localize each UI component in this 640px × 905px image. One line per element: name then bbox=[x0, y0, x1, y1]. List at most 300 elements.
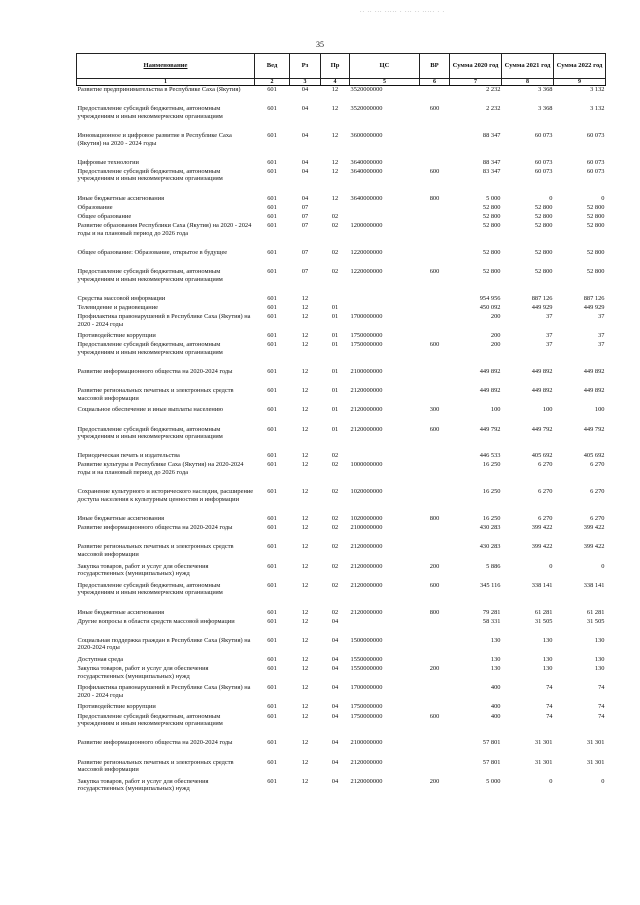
row-sum-2022: 6 270 bbox=[590, 461, 605, 469]
row-sum-2021: 52 800 bbox=[534, 212, 553, 220]
row-vr: 200 bbox=[429, 562, 440, 570]
table-row bbox=[77, 713, 606, 740]
row-sum-2020: 5 886 bbox=[486, 562, 501, 570]
row-name: Общее образование: Образование, открытое в будущее bbox=[77, 248, 228, 256]
row-name: Иные бюджетные ассигнования bbox=[77, 515, 165, 523]
row-sum-2021: 74 bbox=[546, 684, 553, 692]
table-row bbox=[77, 268, 606, 295]
row-vr: 800 bbox=[429, 515, 440, 523]
row-name: Предоставление субсидий бюджетным, автономным учреждениям и иным некоммерческим организациям bbox=[77, 105, 223, 120]
table-body bbox=[77, 86, 606, 797]
table-row bbox=[77, 159, 606, 168]
row-pr: 12 bbox=[331, 158, 339, 166]
row-vr bbox=[420, 618, 450, 637]
row-sum-2022: 449 792 bbox=[583, 425, 605, 433]
row-ved: 601 bbox=[267, 488, 277, 496]
scan-marks: .. .. ... ..... . ... .. ..... . . bbox=[360, 8, 445, 14]
table-row bbox=[77, 132, 606, 159]
row-vr bbox=[420, 222, 450, 249]
row-sum-2021: 0 bbox=[549, 194, 553, 202]
row-sum-2020: 200 bbox=[490, 312, 501, 320]
row-ved: 601 bbox=[267, 332, 277, 340]
row-vr bbox=[420, 637, 450, 656]
row-vr bbox=[420, 304, 450, 313]
row-rz: 12 bbox=[301, 332, 309, 340]
column-number: 8 bbox=[502, 79, 554, 86]
row-ved: 601 bbox=[267, 406, 277, 414]
row-pr: 01 bbox=[331, 406, 339, 414]
row-pr: 02 bbox=[331, 524, 339, 532]
row-ved: 601 bbox=[267, 167, 277, 175]
row-sum-2020: 16 250 bbox=[482, 488, 501, 496]
row-name: Предоставление субсидий бюджетным, автономным учреждениям и иным некоммерческим организациям bbox=[77, 167, 223, 183]
table-row bbox=[77, 684, 606, 703]
table-row bbox=[77, 406, 606, 425]
row-name: Телевидение и радиовещание bbox=[77, 303, 158, 311]
row-name: Общее образование bbox=[77, 212, 132, 220]
row-pr: 12 bbox=[331, 131, 339, 139]
row-sum-2020: 5 000 bbox=[486, 194, 501, 202]
row-cs: 1020000000 bbox=[350, 515, 383, 523]
row-sum-2020: 52 800 bbox=[482, 248, 501, 256]
table-row bbox=[77, 656, 606, 665]
row-sum-2022: 0 bbox=[601, 777, 605, 785]
row-sum-2022: 130 bbox=[594, 655, 605, 663]
row-ved: 601 bbox=[267, 368, 277, 375]
column-number: 2 bbox=[255, 79, 290, 86]
header-sum-2020: Сумма 2020 год bbox=[450, 54, 502, 79]
row-sum-2022: 449 929 bbox=[583, 303, 605, 311]
row-vr bbox=[420, 759, 450, 778]
column-number: 9 bbox=[554, 79, 606, 86]
row-pr: 04 bbox=[331, 684, 339, 692]
row-vr: 600 bbox=[429, 167, 440, 175]
row-pr: 02 bbox=[331, 461, 339, 469]
row-vr bbox=[420, 543, 450, 562]
row-cs bbox=[350, 304, 420, 313]
row-name: Периодическая печать и издательства bbox=[77, 452, 180, 460]
row-pr: 02 bbox=[331, 212, 339, 220]
row-name: Образование bbox=[77, 203, 113, 211]
row-name: Социальное обеспечение и иные выплаты населению bbox=[77, 406, 224, 414]
row-sum-2022: 60 073 bbox=[586, 158, 605, 166]
row-pr: 04 bbox=[331, 636, 339, 644]
row-cs: 2120000000 bbox=[350, 581, 383, 589]
row-cs: 1700000000 bbox=[350, 312, 383, 320]
table-row bbox=[77, 195, 606, 204]
row-sum-2020: 57 801 bbox=[482, 739, 501, 747]
table-row bbox=[77, 452, 606, 461]
row-rz: 12 bbox=[301, 636, 309, 644]
row-cs: 1200000000 bbox=[350, 221, 383, 229]
row-pr: 02 bbox=[331, 452, 339, 460]
row-vr bbox=[420, 213, 450, 222]
row-sum-2021: 37 bbox=[546, 332, 553, 340]
row-cs: 1220000000 bbox=[350, 267, 383, 275]
row-ved: 601 bbox=[267, 777, 277, 785]
row-vr: 600 bbox=[429, 267, 440, 275]
row-rz: 12 bbox=[301, 303, 309, 311]
header-vr: ВР bbox=[420, 54, 450, 79]
row-sum-2021: 3 368 bbox=[538, 86, 553, 93]
table-row bbox=[77, 582, 606, 609]
row-pr: 02 bbox=[331, 543, 339, 551]
row-pr: 02 bbox=[331, 488, 339, 496]
row-rz: 12 bbox=[301, 515, 309, 523]
row-vr bbox=[420, 368, 450, 387]
row-cs bbox=[350, 295, 420, 304]
row-cs: 3520000000 bbox=[350, 105, 383, 113]
row-sum-2022: 52 800 bbox=[586, 248, 605, 256]
row-sum-2020: 400 bbox=[490, 684, 501, 692]
row-sum-2021: 449 892 bbox=[531, 368, 553, 375]
row-pr: 12 bbox=[331, 86, 339, 93]
row-rz: 07 bbox=[301, 212, 309, 220]
row-pr: 01 bbox=[331, 425, 339, 433]
row-vr bbox=[420, 86, 450, 106]
row-sum-2020: 57 801 bbox=[482, 758, 501, 766]
table-header-row bbox=[77, 54, 606, 79]
row-pr: 04 bbox=[331, 665, 339, 673]
row-sum-2020: 16 250 bbox=[482, 461, 501, 469]
column-number: 3 bbox=[290, 79, 321, 86]
row-rz: 12 bbox=[301, 608, 309, 616]
table-row bbox=[77, 543, 606, 562]
row-ved: 601 bbox=[267, 655, 277, 663]
row-sum-2022: 31 301 bbox=[586, 739, 605, 747]
row-sum-2021: 31 505 bbox=[534, 617, 553, 625]
row-cs: 2120000000 bbox=[350, 758, 383, 766]
row-sum-2022: 100 bbox=[594, 406, 605, 414]
row-sum-2022: 0 bbox=[601, 562, 605, 570]
row-sum-2022: 31 505 bbox=[586, 617, 605, 625]
row-name: Цифровые технологии bbox=[77, 158, 139, 166]
table-row bbox=[77, 637, 606, 656]
row-cs: 2100000000 bbox=[350, 368, 383, 375]
row-name: Иные бюджетные ассигнования bbox=[77, 194, 165, 202]
row-pr: 01 bbox=[331, 312, 339, 320]
table-row bbox=[77, 665, 606, 684]
row-sum-2020: 16 250 bbox=[482, 515, 501, 523]
row-rz: 12 bbox=[301, 758, 309, 766]
page-number: 35 bbox=[316, 40, 324, 49]
header-sum-2022: Сумма 2022 год bbox=[554, 54, 606, 79]
row-cs: 3520000000 bbox=[350, 86, 383, 93]
row-rz: 12 bbox=[301, 703, 309, 711]
row-ved: 601 bbox=[267, 387, 277, 395]
table-row bbox=[77, 368, 606, 387]
row-cs: 2100000000 bbox=[350, 524, 383, 532]
row-sum-2022: 74 bbox=[598, 703, 605, 711]
row-cs: 2120000000 bbox=[350, 425, 383, 433]
row-name: Предоставление субсидий бюджетным, автономным учреждениям и иным некоммерческим организациям bbox=[77, 425, 223, 441]
row-sum-2021: 52 800 bbox=[534, 248, 553, 256]
row-cs: 3640000000 bbox=[350, 194, 383, 202]
row-pr: 02 bbox=[331, 221, 339, 229]
row-ved: 601 bbox=[267, 131, 277, 139]
row-cs: 2120000000 bbox=[350, 406, 383, 414]
row-sum-2022: 37 bbox=[598, 341, 605, 349]
row-vr bbox=[420, 684, 450, 703]
row-sum-2022: 74 bbox=[598, 684, 605, 692]
row-rz: 12 bbox=[301, 488, 309, 496]
row-pr bbox=[321, 204, 350, 213]
row-rz: 04 bbox=[301, 86, 309, 93]
table-row bbox=[77, 515, 606, 524]
row-ved: 601 bbox=[267, 684, 277, 692]
row-vr bbox=[420, 332, 450, 341]
row-sum-2020: 88 347 bbox=[482, 131, 501, 139]
row-sum-2021: 449 792 bbox=[531, 425, 553, 433]
row-ved: 601 bbox=[267, 581, 277, 589]
row-cs: 1500000000 bbox=[350, 636, 383, 644]
row-sum-2020: 200 bbox=[490, 341, 501, 349]
row-sum-2020: 446 533 bbox=[479, 452, 501, 460]
row-vr bbox=[420, 249, 450, 268]
table-row bbox=[77, 249, 606, 268]
row-pr: 04 bbox=[331, 703, 339, 711]
row-sum-2022: 449 892 bbox=[583, 368, 605, 375]
row-rz: 12 bbox=[301, 312, 309, 320]
row-sum-2022: 6 270 bbox=[590, 515, 605, 523]
row-ved: 601 bbox=[267, 515, 277, 523]
row-ved: 601 bbox=[267, 105, 277, 113]
table-row bbox=[77, 204, 606, 213]
row-ved: 601 bbox=[267, 562, 277, 570]
row-rz: 12 bbox=[301, 562, 309, 570]
row-sum-2022: 31 301 bbox=[586, 758, 605, 766]
row-name: Другие вопросы в области средств массовой информации bbox=[77, 617, 235, 625]
row-ved: 601 bbox=[267, 341, 277, 349]
table-row bbox=[77, 488, 606, 515]
row-sum-2022: 52 800 bbox=[586, 267, 605, 275]
row-sum-2021: 60 073 bbox=[534, 131, 553, 139]
row-ved: 601 bbox=[267, 524, 277, 532]
row-sum-2020: 88 347 bbox=[482, 158, 501, 166]
column-number-row bbox=[77, 79, 606, 86]
row-vr: 800 bbox=[429, 194, 440, 202]
row-ved: 601 bbox=[267, 636, 277, 644]
row-sum-2021: 130 bbox=[542, 665, 553, 673]
row-cs bbox=[350, 618, 420, 637]
row-name: Инновационное и цифровое развитие в Республике Саха (Якутия) на 2020 - 2024 годы bbox=[77, 131, 232, 147]
row-sum-2021: 74 bbox=[546, 703, 553, 711]
row-pr: 04 bbox=[331, 758, 339, 766]
row-pr: 04 bbox=[331, 777, 339, 785]
row-sum-2022: 37 bbox=[598, 312, 605, 320]
row-vr: 600 bbox=[429, 425, 440, 433]
row-name: Иные бюджетные ассигнования bbox=[77, 608, 165, 616]
row-ved: 601 bbox=[267, 267, 277, 275]
row-ved: 601 bbox=[267, 312, 277, 320]
row-name: Развитие предпринимательства в Республике Саха (Якутия) bbox=[77, 86, 241, 93]
column-number: 6 bbox=[420, 79, 450, 86]
row-cs: 1750000000 bbox=[350, 703, 383, 711]
row-pr: 12 bbox=[331, 194, 339, 202]
row-sum-2021: 52 800 bbox=[534, 221, 553, 229]
row-sum-2021: 6 270 bbox=[538, 488, 553, 496]
row-cs: 3640000000 bbox=[350, 167, 383, 175]
row-rz: 12 bbox=[301, 425, 309, 433]
row-ved: 601 bbox=[267, 221, 277, 229]
table-row bbox=[77, 461, 606, 488]
row-ved: 601 bbox=[267, 617, 277, 625]
row-rz: 12 bbox=[301, 368, 309, 375]
row-sum-2020: 200 bbox=[490, 332, 501, 340]
row-sum-2021: 0 bbox=[549, 562, 553, 570]
row-cs: 2100000000 bbox=[350, 739, 383, 747]
row-pr: 04 bbox=[331, 655, 339, 663]
row-sum-2021: 52 800 bbox=[534, 267, 553, 275]
row-pr: 04 bbox=[331, 739, 339, 747]
column-number: 5 bbox=[350, 79, 420, 86]
row-name: Развитие информационного общества на 2020-2024 годы bbox=[77, 739, 233, 747]
row-sum-2021: 60 073 bbox=[534, 158, 553, 166]
row-sum-2020: 83 347 bbox=[482, 167, 501, 175]
row-pr: 12 bbox=[331, 167, 339, 175]
header-rz: Рз bbox=[290, 54, 321, 79]
budget-table bbox=[76, 53, 606, 797]
row-sum-2021: 37 bbox=[546, 341, 553, 349]
row-vr bbox=[420, 452, 450, 461]
row-sum-2021: 130 bbox=[542, 655, 553, 663]
header-name: Наименование bbox=[77, 54, 255, 79]
row-pr bbox=[321, 295, 350, 304]
row-sum-2021: 61 281 bbox=[534, 608, 553, 616]
row-cs: 2120000000 bbox=[350, 562, 383, 570]
row-ved: 601 bbox=[267, 158, 277, 166]
row-sum-2022: 399 422 bbox=[583, 524, 605, 532]
row-ved: 601 bbox=[267, 212, 277, 220]
row-vr: 600 bbox=[429, 581, 440, 589]
row-sum-2022: 405 692 bbox=[583, 452, 605, 460]
row-name: Предоставление субсидий бюджетным, автономным учреждениям и иным некоммерческим организациям bbox=[77, 581, 223, 597]
column-number: 4 bbox=[321, 79, 350, 86]
row-rz: 12 bbox=[301, 712, 309, 720]
row-sum-2020: 130 bbox=[490, 636, 501, 644]
row-sum-2021: 399 422 bbox=[531, 543, 553, 551]
row-vr bbox=[420, 204, 450, 213]
row-cs: 2120000000 bbox=[350, 777, 383, 785]
row-rz: 04 bbox=[301, 131, 309, 139]
row-sum-2020: 450 092 bbox=[479, 303, 501, 311]
row-name: Развитие культуры в Республике Саха (Якутия) на 2020-2024 годы и на плановый период до 2026 года bbox=[77, 461, 244, 477]
row-sum-2020: 449 892 bbox=[479, 368, 501, 375]
table-row bbox=[77, 213, 606, 222]
row-rz: 07 bbox=[301, 203, 309, 211]
row-name: Предоставление субсидий бюджетным, автономным учреждениям и иным некоммерческим организациям bbox=[77, 267, 223, 283]
row-sum-2021: 399 422 bbox=[531, 524, 553, 532]
header-pr: Пр bbox=[321, 54, 350, 79]
row-sum-2020: 400 bbox=[490, 712, 501, 720]
row-name: Развитие региональных печатных и электронных средств массовой информации bbox=[77, 758, 234, 774]
row-sum-2020: 5 000 bbox=[486, 777, 501, 785]
table-row bbox=[77, 295, 606, 304]
table-row bbox=[77, 739, 606, 758]
row-name: Закупка товаров, работ и услуг для обеспечения государственных (муниципальных) нужд bbox=[77, 562, 209, 578]
row-cs: 1700000000 bbox=[350, 684, 383, 692]
table-row bbox=[77, 618, 606, 637]
row-sum-2020: 430 283 bbox=[479, 524, 501, 532]
row-sum-2020: 130 bbox=[490, 665, 501, 673]
row-cs bbox=[350, 213, 420, 222]
row-cs: 2120000000 bbox=[350, 543, 383, 551]
row-name: Противодействие коррупции bbox=[77, 703, 156, 711]
row-sum-2021: 74 bbox=[546, 712, 553, 720]
row-name: Развитие региональных печатных и электронных средств массовой информации bbox=[77, 543, 234, 558]
row-rz: 12 bbox=[301, 739, 309, 747]
row-name: Профилактика правонарушений в Республике Саха (Якутия) на 2020 - 2024 годы bbox=[77, 312, 251, 328]
row-vr bbox=[420, 703, 450, 712]
row-sum-2021: 37 bbox=[546, 312, 553, 320]
row-rz: 04 bbox=[301, 194, 309, 202]
row-sum-2020: 130 bbox=[490, 655, 501, 663]
row-vr: 200 bbox=[429, 777, 440, 785]
row-pr: 02 bbox=[331, 608, 339, 616]
row-sum-2020: 100 bbox=[490, 406, 501, 414]
row-sum-2020: 345 116 bbox=[479, 581, 501, 589]
row-sum-2021: 0 bbox=[549, 777, 553, 785]
row-sum-2021: 31 301 bbox=[534, 739, 553, 747]
table-row bbox=[77, 426, 606, 453]
row-sum-2021: 3 368 bbox=[538, 105, 553, 113]
row-vr bbox=[420, 739, 450, 758]
row-cs: 2120000000 bbox=[350, 608, 383, 616]
row-pr: 04 bbox=[331, 712, 339, 720]
row-sum-2020: 52 800 bbox=[482, 203, 501, 211]
row-vr: 300 bbox=[429, 406, 440, 414]
header-sum-2021: Сумма 2021 год bbox=[502, 54, 554, 79]
row-cs bbox=[350, 204, 420, 213]
row-ved: 601 bbox=[267, 86, 277, 93]
row-sum-2021: 405 692 bbox=[531, 452, 553, 460]
row-vr bbox=[420, 159, 450, 168]
row-sum-2022: 399 422 bbox=[583, 543, 605, 551]
row-pr: 01 bbox=[331, 341, 339, 349]
row-rz: 12 bbox=[301, 294, 309, 302]
row-sum-2022: 130 bbox=[594, 636, 605, 644]
row-sum-2021: 100 bbox=[542, 406, 553, 414]
row-vr bbox=[420, 313, 450, 332]
table-row bbox=[77, 341, 606, 368]
row-name: Предоставление субсидий бюджетным, автономным учреждениям и иным некоммерческим организациям bbox=[77, 712, 223, 728]
row-pr: 02 bbox=[331, 248, 339, 256]
row-sum-2021: 887 126 bbox=[531, 294, 553, 302]
row-vr bbox=[420, 132, 450, 159]
table-row bbox=[77, 609, 606, 618]
row-sum-2020: 2 232 bbox=[486, 86, 501, 93]
row-sum-2021: 52 800 bbox=[534, 203, 553, 211]
row-sum-2020: 430 283 bbox=[479, 543, 501, 551]
table-row bbox=[77, 222, 606, 249]
row-sum-2022: 61 281 bbox=[586, 608, 605, 616]
row-pr: 01 bbox=[331, 303, 339, 311]
row-rz: 07 bbox=[301, 248, 309, 256]
row-name: Профилактика правонарушений в Республике Саха (Якутия) на 2020 - 2024 годы bbox=[77, 684, 251, 699]
row-vr: 600 bbox=[429, 341, 440, 349]
row-pr: 12 bbox=[331, 105, 339, 113]
row-ved: 601 bbox=[267, 712, 277, 720]
row-pr: 01 bbox=[331, 368, 339, 375]
row-vr bbox=[420, 461, 450, 488]
row-ved: 601 bbox=[267, 739, 277, 747]
row-ved: 601 bbox=[267, 543, 277, 551]
row-pr: 02 bbox=[331, 581, 339, 589]
header-cs: ЦС bbox=[350, 54, 420, 79]
row-rz: 12 bbox=[301, 543, 309, 551]
row-ved: 601 bbox=[267, 425, 277, 433]
row-sum-2022: 52 800 bbox=[586, 203, 605, 211]
